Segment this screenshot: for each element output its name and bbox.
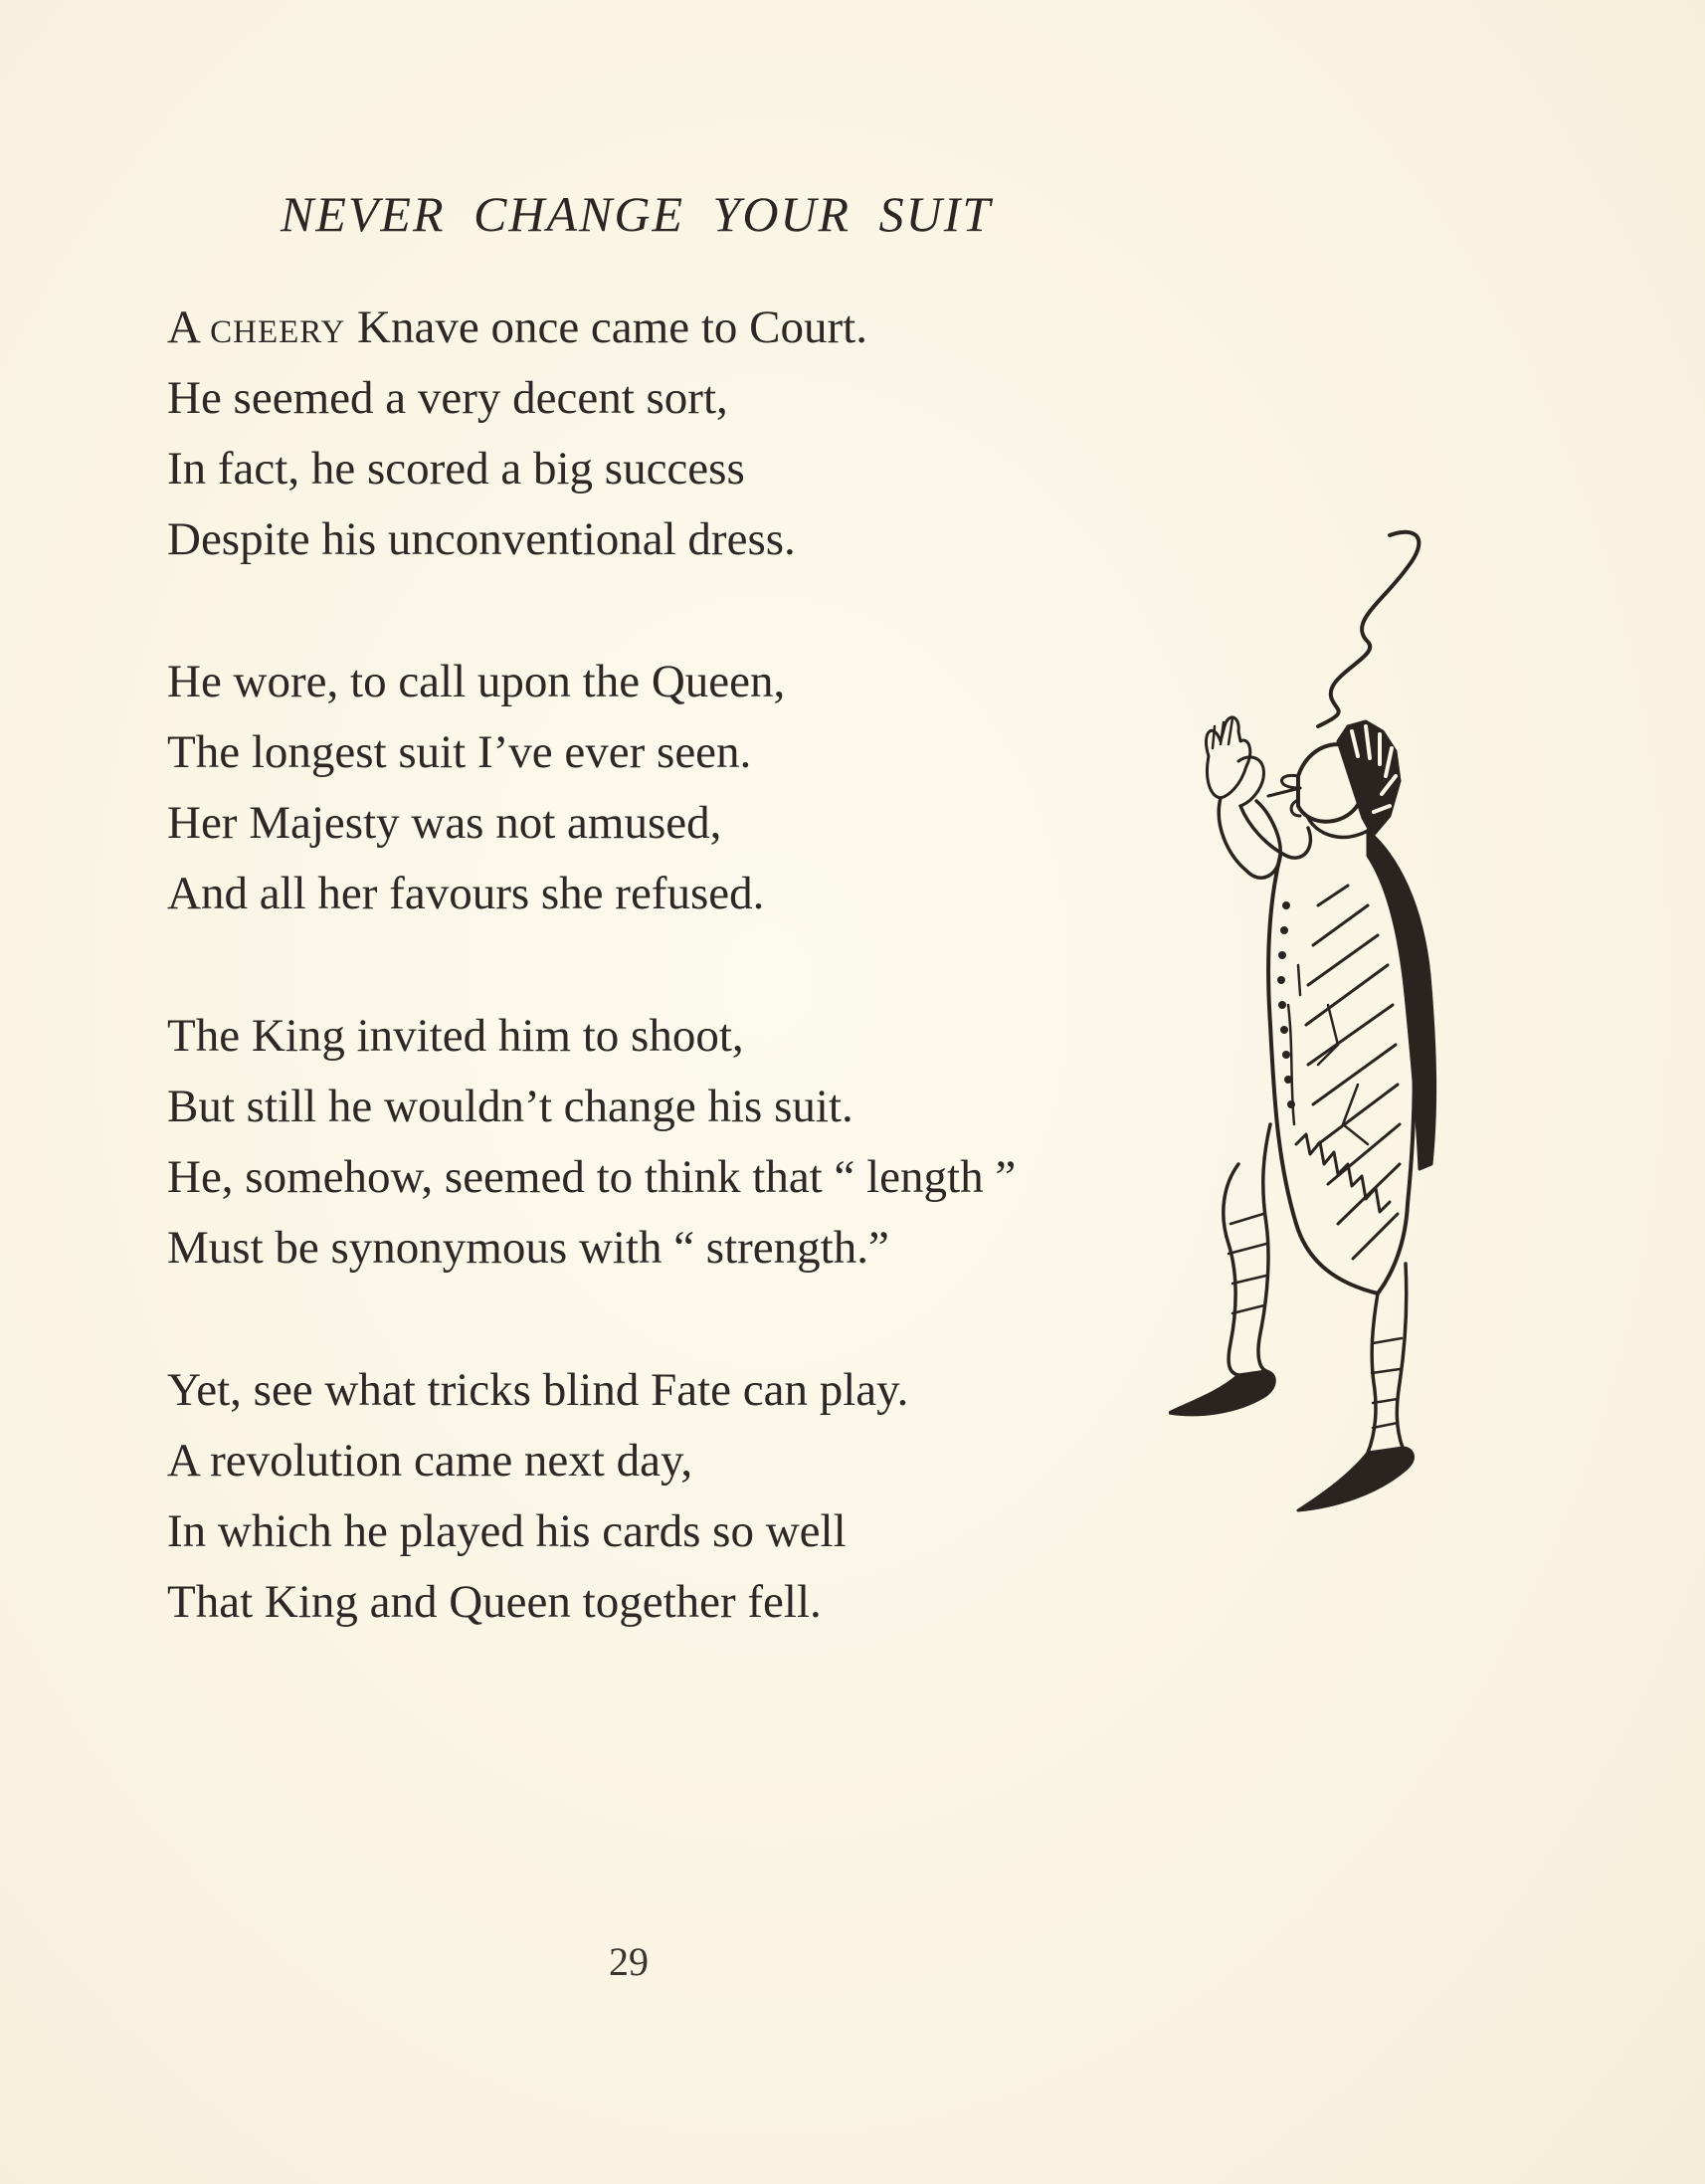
poem-line: That King and Queen together fell.: [167, 1576, 822, 1628]
poem-line-first: [167, 293, 1222, 363]
knave-figure-illustration: [1169, 527, 1507, 1632]
poem-line: He wore, to call upon the Queen,: [167, 656, 786, 707]
poem-line: And all her favours she refused.: [167, 868, 765, 919]
poem-line: A revolution came next day,: [167, 1435, 693, 1487]
first-line-initial: A: [167, 301, 199, 353]
first-line-rest: Knave once came to Court.: [357, 301, 867, 353]
poem-line: The King invited him to shoot,: [167, 1010, 744, 1062]
poem-title: NEVER CHANGE YOUR SUIT: [281, 186, 993, 242]
poem-line: He seemed a very decent sort,: [167, 372, 728, 424]
poem-line: He, somehow, seemed to think that “ length ”: [167, 1151, 1017, 1203]
page-number: 29: [609, 1939, 649, 1984]
poem-line: The longest suit I’ve ever seen.: [167, 726, 752, 778]
stanza-2: [167, 647, 1222, 929]
poem-line: Yet, see what tricks blind Fate can play.: [167, 1364, 909, 1416]
stanza-4: [167, 1355, 1222, 1638]
poem-body: [167, 293, 1222, 1709]
stanza-1: [167, 293, 1222, 575]
poem-line: In fact, he scored a big success: [167, 443, 745, 495]
poem-line: Must be synonymous with “ strength.”: [167, 1222, 889, 1274]
first-line-small-caps: cheery: [210, 301, 346, 353]
stanza-3: [167, 1001, 1222, 1284]
poem-line: In which he played his cards so well: [167, 1505, 847, 1557]
poem-line: But still he wouldn’t change his suit.: [167, 1081, 853, 1132]
smoke-curl-icon: [1318, 532, 1419, 726]
poem-line: Despite his unconventional dress.: [167, 513, 796, 565]
poem-line: Her Majesty was not amused,: [167, 797, 722, 849]
